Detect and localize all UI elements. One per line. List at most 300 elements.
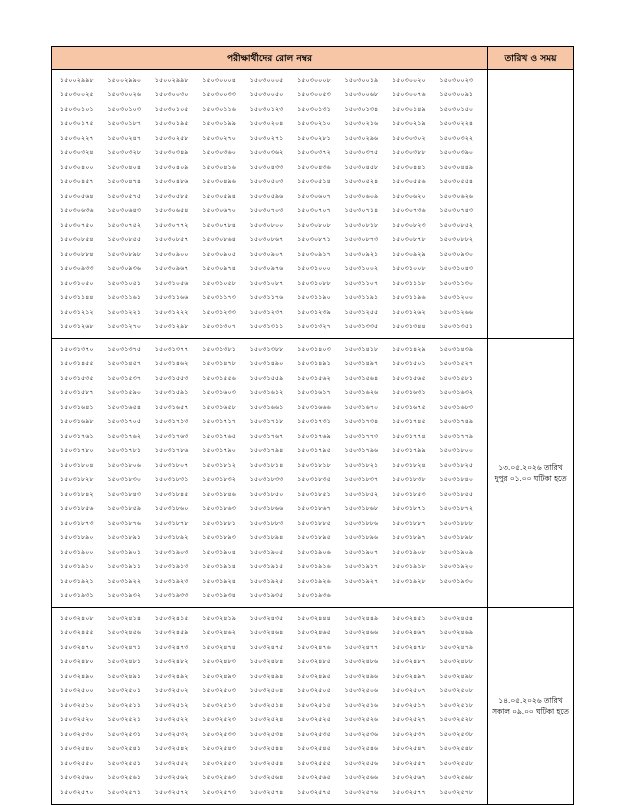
roll-number: ১৫০৩১২২২ [154,308,189,316]
roll-row [60,473,487,488]
exam-date: ১৪.০৫.২০২৬ তারিখ [498,695,563,705]
roll-number: ১৫০৩২৫০৫ [297,687,331,695]
roll-number: ১৫০০২৯৯০ [107,76,142,84]
roll-number: ১৫০৩২৫৫৭ [392,759,426,767]
roll-number: ১৫০৩১৬৯৮ [60,418,94,426]
roll-number: ১৫০৩১৮৯৫ [297,534,331,542]
roll-number: ১৫০৩০৭৭২ [154,221,189,229]
roll-number: ১৫০৩১৯৩০ [439,577,474,585]
roll-number: ১৫০৩১৯০৫ [249,548,284,556]
roll-number: ১৫০৩০২৭০ [202,134,237,142]
roll-row [60,342,487,357]
roll-row [60,429,487,444]
roll-number: ১৫০৩১৭১৭ [202,418,237,426]
roll-row [60,102,487,117]
roll-number: ১৫০৩২৫৫৫ [297,759,331,767]
roll-number: ১৫০৩২৫৭১ [107,788,142,796]
roll-number: ১৫০৩০৫৯৪ [202,192,237,200]
date-time-header: তারিখ ও সময় [488,47,574,70]
roll-number: ১৫০৩২৫০৪ [249,687,284,695]
roll-number: ১৫০৩১৯০১ [107,548,142,556]
roll-number: ১৫০৩০০৫৩ [297,91,331,99]
roll-number: ১৫০৩১০৮৭ [249,279,284,287]
roll-number: ১৫০৩২৪৬৬ [344,629,379,637]
roll-row [60,371,487,386]
roll-number: ১৫০৩২৪৯৬ [344,672,379,680]
roll-number: ১৫০৩২৫৭০ [60,788,94,796]
roll-number: ১৫০৩১৬১২ [249,389,284,397]
roll-number: ১৫০৩১৭৯৯ [392,447,426,455]
schedule-section [52,608,574,805]
roll-number: ১৫০৩০৫১৪ [297,178,331,186]
roll-number: ১৫০৩২৪৯০ [60,672,94,680]
roll-number: ১৫০৩১৮৬৭ [297,505,331,513]
roll-number: ১৫০৩১৩৭৭ [154,345,189,353]
exam-date-time [488,339,574,608]
roll-number: ১৫০৩১৪০৩ [297,345,331,353]
roll-number: ১৫০৩০৬০৭ [297,192,331,200]
roll-number: ১৫০৩০৮৬৭ [249,236,284,244]
roll-number: ১৫০৩২৫৩৮ [439,730,474,738]
roll-row [60,73,487,88]
roll-number: ১৫০৩১৬৪১ [60,403,94,411]
roll-number: ১৫০৩১১৬৬ [154,294,189,302]
roll-row [60,560,487,575]
roll-number: ১৫০৩০৯০৫ [202,250,237,258]
roll-number: ১৫০৩১৮৮৫ [297,519,331,527]
roll-number: ১৫০৩১৮২৪ [392,461,426,469]
roll-number: ১৫০৩১৮৪৬ [202,490,237,498]
roll-number: ১৫০৩২৫৫৬ [344,759,379,767]
roll-number: ১৫০৩০৩৯০ [439,149,474,157]
roll-number: ১৫০৩১৮৭৮ [154,519,189,527]
roll-number: ১৫০৩০৮৮৪ [60,250,94,258]
roll-number-block [52,608,488,805]
roll-number: ১৫০৩১৫৮১ [439,374,474,382]
roll-number: ১৫০৩২৪৭৪ [202,643,237,651]
roll-number: ১৫০৩১০৫০ [60,279,94,287]
roll-number: ১৫০৩০৬৭০ [202,207,237,215]
roll-number: ১৫০৩১৯০৯ [439,548,474,556]
roll-number: ১৫০৩২৪৫৯ [154,629,189,637]
roll-number: ১৫০৩১৭৩৪ [344,418,379,426]
roll-number: ১৫০৩০২১০ [297,120,331,128]
roll-number: ১৫০৩২৫৪৬ [344,745,379,753]
roll-number: ১৫০৩১৭৬৫ [202,432,237,440]
roll-number: ১৫০৩২৫২৫ [297,716,331,724]
roll-row [60,204,487,219]
roll-number: ১৫০৩১৮৬৮ [344,505,379,513]
roll-number: ১৫০৩০৫৯৬ [249,192,284,200]
roll-number: ১৫০৩১৮৯৪ [249,534,284,542]
roll-number: ১৫০৩১২২১ [107,308,142,316]
roll-number: ১৫০৩২৪৯৮ [439,672,474,680]
roll-number: ১৫০৩০৩৬০ [202,149,237,157]
roll-row [60,756,487,771]
roll-number: ১৫০৩২৪১৫ [154,614,189,622]
roll-number: ১৫০৩০৩০২ [392,134,426,142]
roll-number: ১৫০৩১৯১১ [107,563,142,571]
roll-row [60,742,487,757]
roll-number: ১৫০৩২৫৩৫ [297,730,331,738]
roll-number: ১৫০৩২৪৭৬ [297,643,331,651]
roll-number: ১৫০৩০৮৫২ [439,221,474,229]
roll-number: ১৫০৩০০২৬ [107,91,142,99]
roll-row [60,611,487,626]
roll-number: ১৫০৩০৮০৮ [297,221,331,229]
roll-number: ১৫০৩০২২৭ [60,134,94,142]
roll-number: ১৫০৩২৪৭৯ [439,643,474,651]
roll-number: ১৫০৩১৮৪০ [439,476,474,484]
roll-number: ১৫০৩২৫৬১ [107,774,142,782]
roll-number: ১৫০৩২৫৪৮ [439,745,474,753]
roll-row [60,487,487,502]
roll-number: ১৫০৩১৪৯১ [297,360,331,368]
roll-number: ১৫০৩১৩০৭ [202,323,237,331]
roll-number: ১৫০৩০৫২৪ [344,178,379,186]
roll-number: ১৫০৩১৮০৪ [60,461,94,469]
roll-number: ১৫০৩০১৯৫ [154,120,189,128]
roll-number: ১৫০৩০৮৯৮ [107,250,142,258]
roll-number: ১৫০৩০১৩১ [297,105,331,113]
roll-number: ১৫০৩২৫১৭ [392,701,426,709]
roll-number: ১৫০৩২৫২২ [154,716,189,724]
roll-number: ১৫০৩১৫২৭ [439,360,474,368]
roll-number: ১৫০৩০১৩৪ [344,105,379,113]
roll-number: ১৫০৩১৮৯০ [60,534,94,542]
roll-number: ১৫০৩১৬৬৬ [297,403,331,411]
roll-number: ১৫০০২৯৯৮ [60,76,94,84]
roll-number: ১৫০৩২৫৪৫ [297,745,331,753]
roll-number-block [52,70,488,339]
roll-number: ১৫০৩২৫৩২ [154,730,189,738]
roll-number: ১৫০৩১৮৫২ [344,490,379,498]
roll-row [60,160,487,175]
roll-number: ১৫০৩২৪৭৮ [392,643,426,651]
roll-number: ১৫০৩১৫৩৫ [60,374,94,382]
roll-row [60,785,487,800]
roll-number: ১৫০৩১০৪৩ [439,265,474,273]
roll-number: ১৫০৩২৫১২ [154,701,189,709]
roll-number: ১৫০৩১৯৩৩ [154,592,189,600]
roll-number: ১৫০৩০০২৫ [60,91,94,99]
roll-number: ১৫০৩১৭৬৯ [297,432,331,440]
roll-number: ১৫০৩১৮২১ [344,461,379,469]
roll-number: ১৫০৩১৮০৭ [154,461,189,469]
roll-number: ১৫০৩০৮০০ [249,221,284,229]
roll-number: ১৫০৩১৬৩১ [392,389,426,397]
roll-number: ১৫০৩২৫০৬ [344,687,379,695]
roll-number: ১৫০৩০২১৯ [392,120,426,128]
roll-number: ১৫০৩২৫৬৭ [392,774,426,782]
roll-number: ১৫০৩১৭৮৬ [154,447,189,455]
roll-number: ১৫০৩০৩২২ [439,134,474,142]
roll-number: ১৫০৩০৯৭৪ [202,265,237,273]
roll-number: ১৫০৩১৭৭৪ [392,432,426,440]
roll-number: ১৫০৩২৫৪০ [60,745,94,753]
roll-number: ১৫০৩১৬৫৮ [202,403,237,411]
roll-number: ১৫০৩১৮৫৯ [107,505,142,513]
roll-number: ১৫০৩১৫৫৬ [202,374,237,382]
roll-row [60,626,487,641]
roll-row [60,175,487,190]
roll-row [60,655,487,670]
roll-number: ১৫০৩২৪৬৪ [249,629,284,637]
roll-number: ১৫০৩২৪৯২ [154,672,189,680]
roll-number: ১৫০৩১৮৮১ [202,519,237,527]
roll-number: ১৫০৩২৪৮১ [107,658,142,666]
roll-number: ১৫০৩১১৪৪ [60,294,94,302]
roll-number: ১৫০৩২৪৯৭ [392,672,426,680]
roll-number: ১৫০৩০৫৭৫ [107,192,142,200]
roll-number: ১৫০৩২৫৫৪ [249,759,284,767]
roll-number: ১৫০৩১৯১৭ [344,563,379,571]
roll-number: ১৫০৩২৫৩৬ [344,730,379,738]
roll-number: ১৫০৩১৬৭৫ [392,403,426,411]
roll-number: ১৫০৩১৬৩২ [439,389,474,397]
roll-number: ১৫০৩০০১৯ [344,76,379,84]
roll-row [60,88,487,103]
roll-number: ১৫০৩১৯০০ [60,548,94,556]
roll-number: ১৫০৩২৫৬৬ [344,774,379,782]
exam-date-time [488,608,574,805]
roll-row [60,386,487,401]
roll-row [60,574,487,589]
roll-row [60,640,487,655]
roll-number: ১৫০৩০৯০০ [154,250,189,258]
roll-number: ১৫০৩২৫৫৮ [439,759,474,767]
roll-number: ১৫০৩১৮০৬ [107,461,142,469]
roll-number: ১৫০৩১৮৩২ [202,476,237,484]
roll-number: ১৫০৩১৪৩৯ [439,345,474,353]
roll-number: ১৫০৩১১৬১ [107,294,142,302]
exam-date-time [488,70,574,339]
roll-number: ১৫০৩২৫৪৭ [392,745,426,753]
roll-number: ১৫০৩২৫৩০ [60,730,94,738]
roll-number: ১৫০৩০৪৯৬ [202,178,237,186]
roll-number: ১৫০৩১০০২ [344,265,379,273]
roll-number: ১৫০৩২৫৪২ [154,745,189,753]
roll-number: ১৫০৩২৪৫১ [392,614,426,622]
roll-number: ১৫০৩১৮৯৭ [392,534,426,542]
roll-number: ১৫০৩২৫৭২ [154,788,189,796]
roll-row [60,458,487,473]
roll-row [60,276,487,291]
roll-number: ১৫০৩১৩৭৫ [107,345,142,353]
roll-number: ১৫০৩০৮১৮ [344,221,379,229]
roll-number: ১৫০৩০২০৪ [249,120,284,128]
roll-number: ১৫০৩২৫৫০ [60,759,94,767]
roll-number: ১৫০৩১৮৪৫ [154,490,189,498]
roll-number: ১৫০৩১১৯১ [344,294,379,302]
roll-number: ১৫০৩০১৪৯ [392,105,426,113]
roll-number: ১৫০৩১৮৬৬ [249,505,284,513]
roll-row [60,291,487,306]
roll-number: ১৫০৩১৫৩৭ [107,374,142,382]
roll-number: ১৫০৩১৪৭৮ [202,360,237,368]
roll-number: ১৫০৩১৯২৭ [344,577,379,585]
roll-number: ১৫০৩২৫২৮ [439,716,474,724]
roll-number: ১৫০৩১৭৬৭ [249,432,284,440]
roll-number: ১৫০৩১৬৫৪ [107,403,142,411]
roll-number: ১৫০৩১৯১৮ [392,563,426,571]
roll-number: ১৫০৩১৮৩০ [107,476,142,484]
roll-number: ১৫০৩১৭৪৫ [392,418,426,426]
exam-date: ১৩.০৫.২০২৬ তারিখ [498,463,563,472]
roll-number: ১৫০৩১৫৫৯ [249,374,284,382]
roll-number: ১৫০৩০৮৭৩ [344,236,379,244]
roll-schedule-sheet [51,46,573,805]
roll-number: ১৫০৩১০৫১ [107,279,142,287]
roll-number: ১৫০৩২৫০৩ [202,687,237,695]
roll-row [60,247,487,262]
roll-number: ১৫০৩১৯২৪ [202,577,237,585]
roll-number: ১৫০৩১৭৯৫ [297,447,331,455]
roll-number: ১৫০৩১৫৬২ [297,374,331,382]
roll-number: ১৫০৩২৪৭৭ [344,643,379,651]
roll-number: ১৫০৩১৯২৬ [297,577,331,585]
roll-number: ১৫০৩০০৭৬ [392,91,426,99]
roll-number: ১৫০৩১৯০৩ [154,548,189,556]
roll-number: ১৫০৩২৫৬৮ [439,774,474,782]
roll-number: ১৫০৩১৮২৫ [439,461,474,469]
roll-number: ১৫০৩২৫১৩ [202,701,237,709]
roll-number: ১৫০৩০৫৫৪ [439,178,474,186]
roll-number: ১৫০৩১৮৫৬ [60,505,94,513]
roll-number: ১৫০৩২৪৭১ [107,643,142,651]
roll-number: ১৫০৩২৪৮৬ [344,658,379,666]
roll-number: ১৫০৩০৮৬৪ [202,236,237,244]
roll-number: ১৫০৩১৫৯১ [154,389,189,397]
roll-number: ১৫০৩১৮৪২ [60,490,94,498]
roll-number: ১৫০৩০৭১৪ [344,207,379,215]
roll-number: ১৫০৩০৯২৯ [392,250,426,258]
roll-number: ১৫০৩০৪৪১ [392,163,426,171]
roll-number: ১৫০৩০৩৬২ [249,149,284,157]
roll-number: ১৫০৩২৪৫৪ [439,614,474,622]
roll-number: ১৫০৩২৪৮২ [154,658,189,666]
roll-number: ১৫০৩২৫৬৪ [249,774,284,782]
roll-number: ১৫০৩১৮৭৩ [60,519,94,527]
roll-number: ১৫০৩০১১৬ [202,105,237,113]
roll-number: ১৫০৩০১০৩ [107,105,142,113]
roll-number: ১৫০৩১৯১৪ [202,563,237,571]
roll-number: ১৫০৩১৮৩৭ [344,476,379,484]
roll-number: ১৫০৩১০০০ [297,265,331,273]
roll-number: ১৫০৩১৮৫০ [249,490,284,498]
roll-number: ১৫০৩২৪৩৫ [249,614,284,622]
roll-number: ১৫০৩১৭৬৩ [154,432,189,440]
roll-number: ১৫০৩১৫৬৪ [344,374,379,382]
roll-number: ১৫০৩০৩৮৮ [392,149,426,157]
roll-row [60,531,487,546]
roll-number: ১৫০৩০৪৩৬ [297,163,331,171]
roll-number: ১৫০৩১৯১৬ [297,563,331,571]
roll-number: ১৫০৩০৫৮৫ [154,192,189,200]
roll-number: ১৫০৩২৫২৭ [392,716,426,724]
roll-row [60,400,487,415]
roll-number: ১৫০৩০১০৫ [154,105,189,113]
roll-number: ১৫০৩২৫৭৮ [439,788,474,796]
roll-number: ১৫০৩২৪৬৭ [392,629,426,637]
roll-row [60,545,487,560]
roll-number: ১৫০৩০০৫০ [249,91,284,99]
roll-number: ১৫০৩১৭৮০ [60,447,94,455]
roll-number: ১৫০৩২৫৬২ [154,774,189,782]
roll-number: ১৫০৩১৭১৩ [154,418,189,426]
roll-number: ১৫০৩০৮৫৪ [60,236,94,244]
roll-number: ১৫০৩০৪৪৯ [439,163,474,171]
roll-number: ১৫০৩০৬৩৬ [60,207,94,215]
roll-number: ১৫০৩২৫২৩ [202,716,237,724]
roll-number: ১৫০৩১৯২১ [60,577,94,585]
roll-number: ১৫০৩১৩৫১ [439,323,474,331]
roll-number: ১৫০৩০৯৭৬ [249,265,284,273]
roll-number: ১৫০৩০১৯৯ [202,120,237,128]
roll-number: ১৫০৩১৮৯৬ [344,534,379,542]
roll-number: ১৫০৩০৪৫৭ [60,178,94,186]
roll-number: ১৫০৩২৪৬২ [202,629,237,637]
roll-number: ১৫০৩১৭৪৯ [439,418,474,426]
roll-number: ১৫০৩২৫৭৫ [297,788,331,796]
roll-number: ১৫০৩২৪৮৪ [249,658,284,666]
exam-time: সকাল ০৯.০০ ঘটিকা হতে [492,706,569,716]
roll-row [60,146,487,161]
roll-number: ১৫০৩১৮৬৩ [202,505,237,513]
roll-number: ১৫০৩১৬৮৩ [439,403,474,411]
roll-number: ১৫০৩২৫৬৫ [297,774,331,782]
roll-number: ১৫০৩২৪০৮ [60,614,94,622]
roll-number: ১৫০৩১৯৩২ [107,592,142,600]
roll-number: ১৫০৩২৫৭৭ [392,788,426,796]
roll-row [60,589,487,604]
roll-number: ১৫০৩২৫৪৩ [202,745,237,753]
roll-row [60,218,487,233]
roll-number: ১৫০৩২৫৭৩ [202,788,237,796]
roll-number: ১৫০৩০১৮৭ [107,120,142,128]
roll-number: ১৫০৩২৫০১ [107,687,142,695]
roll-number: ১৫০৩০২৮১ [297,134,331,142]
roll-number: ১৫০৩০৩৭৫ [344,149,379,157]
roll-row [60,444,487,459]
roll-number: ১৫০৩০১৫০ [439,105,474,113]
roll-number: ১৫০৩২৫০২ [154,687,189,695]
schedule-section [52,339,574,608]
roll-number: ১৫০৩০৩৪৯ [154,149,189,157]
roll-number: ১৫০৩১৩১১ [249,323,284,331]
roll-number: ১৫০৩০২৯৬ [344,134,379,142]
roll-number: ১৫০৩১৮২৮ [60,476,94,484]
roll-number: ১৫০৩০০০৪ [202,76,237,84]
roll-row [60,415,487,430]
roll-number: ১৫০৩০০০৫ [249,76,284,84]
roll-number: ১৫০৩০৬২০ [392,192,426,200]
roll-number: ১৫০৩০৯১৭ [297,250,331,258]
roll-number: ১৫০৩১৭৬১ [60,432,94,440]
roll-number: ১৫০৩১৩৮৮ [249,345,284,353]
roll-number: ১৫০৩১৭৩১ [297,418,331,426]
roll-number: ১৫০৩১৮৬০ [154,505,189,513]
roll-number: ১৫০৩১১৭৩ [202,294,237,302]
roll-number: ১৫০৩১০৫৬ [154,279,189,287]
roll-number: ১৫০৩১২১২ [60,308,94,316]
roll-number: ১৫০৩০০২৩ [439,76,474,84]
roll-number: ১৫০৩২৫৬০ [60,774,94,782]
roll-number: ১৫০৩০৪০০ [60,163,94,171]
roll-number: ১৫০৩১১৩০ [439,279,474,287]
roll-number: ১৫০৩২৫২১ [107,716,142,724]
roll-number: ১৫০৩১৯২৮ [392,577,426,585]
